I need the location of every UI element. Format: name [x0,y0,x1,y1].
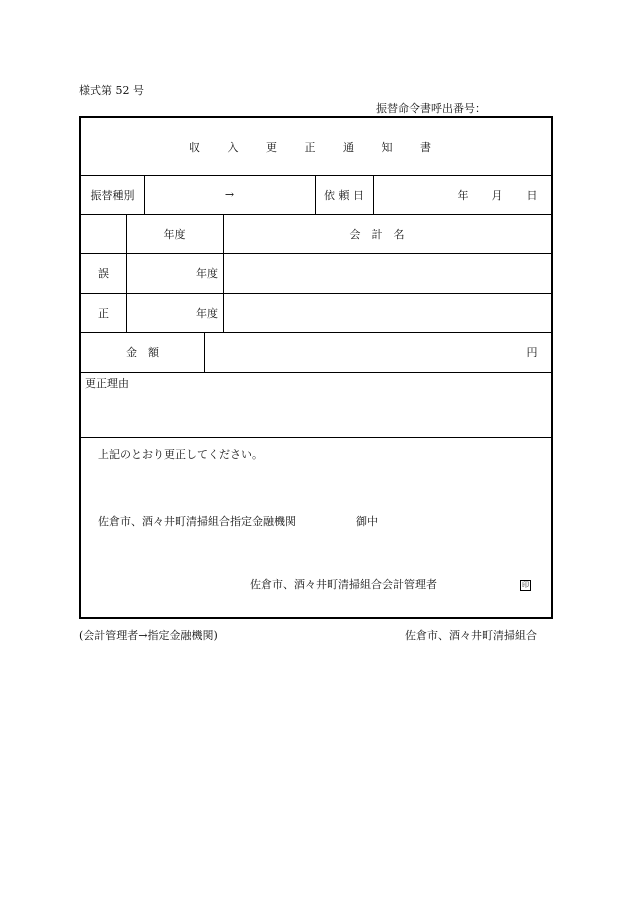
date-day-label: 日 [526,188,538,202]
date-year-label: 年 [457,188,469,202]
date-month-label: 月 [491,188,503,202]
route-note: (会計管理者→指定金融機関) [79,629,218,642]
amount-field[interactable] [204,332,551,372]
honorific: 御中 [356,515,378,528]
request-text: 上記のとおり更正してください。 [98,448,263,461]
account-name-header: 会 計 名 [349,227,405,241]
transfer-type-field[interactable]: → [224,188,235,201]
amount-unit: 円 [526,346,538,359]
organization-name: 佐倉市、酒々井町清掃組合 [405,629,537,642]
request-date-label: 依 頼 日 [324,188,364,202]
error-account-name-field[interactable] [223,253,551,293]
correct-fiscal-year-field[interactable]: 年度 [196,306,218,320]
addressee: 佐倉市、酒々井町清掃組合指定金融機関 [98,515,296,528]
correct-account-name-field[interactable] [223,293,551,332]
seal-icon: 印 [522,581,529,589]
reason-field[interactable] [83,390,549,435]
row-divider [81,437,551,438]
correct-row-label: 正 [98,306,109,320]
seal-mark [520,577,531,591]
reason-label: 更正理由 [85,377,129,390]
form-title: 収 入 更 正 通 知 書 [189,140,443,154]
col-divider [373,175,374,214]
transfer-type-label: 振替種別 [90,188,135,202]
call-number-label: 振替命令書呼出番号： [376,102,486,115]
issuer: 佐倉市、酒々井町清掃組合会計管理者 [250,578,437,591]
fiscal-year-header: 年度 [163,227,186,241]
amount-label: 金 額 [126,346,159,359]
error-row-label: 誤 [98,267,109,280]
form-number: 様式第 52 号 [79,84,144,97]
row-divider [81,372,551,373]
error-fiscal-year-field[interactable]: 年度 [196,267,218,280]
notice-form [79,116,553,619]
